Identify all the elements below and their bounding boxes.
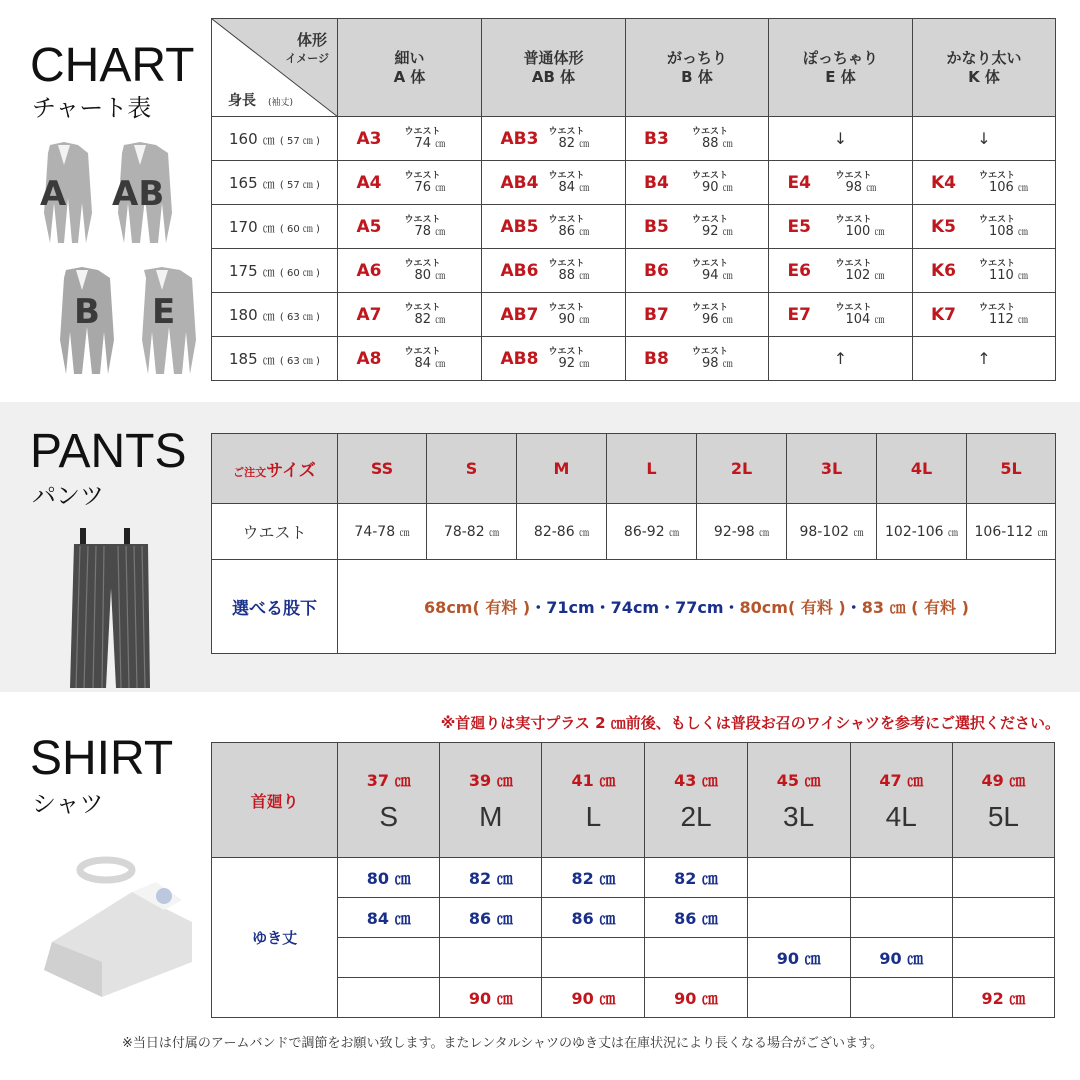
shirt-size-header: 43 ㎝ 2L [645, 743, 747, 858]
chart-size-cell: B3 ウエスト 88 ㎝ [626, 117, 769, 161]
corner-image: イメージ [285, 52, 329, 65]
suit-size-code: K4 [931, 172, 957, 193]
shirt-sleeve-cell [850, 858, 952, 898]
chart-size-cell: A8 ウエスト 84 ㎝ [338, 337, 482, 381]
chart-size-cell: AB3 ウエスト 82 ㎝ [482, 117, 626, 161]
suit-size-code: B7 [644, 304, 669, 325]
chart-row [212, 249, 1056, 293]
shirt-size-header: 47 ㎝ 4L [850, 743, 952, 858]
shirt-top-note: ※首廻りは実寸プラス 2 ㎝前後、もしくは普段お召のワイシャツを参考にご選択ください。 [440, 714, 1060, 732]
chart-size-cell: E6 ウエスト 102 ㎝ [769, 249, 913, 293]
shirt-title: SHIRT [30, 732, 174, 785]
shirt-sleeve-cell [440, 938, 542, 978]
shirt-sleeve-cell: 84 ㎝ [338, 898, 440, 938]
suit-size-code: E7 [787, 304, 811, 325]
chart-arrow-cell: ↑ [913, 337, 1056, 381]
suit-size-code: B6 [644, 260, 669, 281]
shirt-size-header: 39 ㎝ M [440, 743, 542, 858]
suit-size-code: A3 [356, 128, 382, 149]
suit-size-code: AB7 [500, 304, 539, 325]
inseam-option: 80cm( 有料 ) [739, 598, 846, 617]
shirt-size-header: 45 ㎝ 3L [747, 743, 850, 858]
shirt-sleeve-row [212, 898, 1055, 938]
pants-waist-label: ウエスト [212, 504, 338, 560]
shirt-sleeve-row [212, 858, 1055, 898]
pants-size-header: 4L [877, 434, 967, 504]
suit-size-code: AB3 [500, 128, 539, 149]
shirt-sleeve-cell: 86 ㎝ [645, 898, 747, 938]
chart-row [212, 161, 1056, 205]
pants-waist-cell: 74-78 ㎝ [338, 504, 427, 560]
suit-size-code: AB4 [500, 172, 539, 193]
shirt-sleeve-cell: 90 ㎝ [850, 938, 952, 978]
chart-subtitle: チャート表 [32, 94, 152, 122]
chart-height-cell: 170 ㎝ ( 60 ㎝ ) [212, 205, 338, 249]
corner-sleeve-note: (袖丈) [268, 98, 294, 108]
shirt-size-header: 37 ㎝ S [338, 743, 440, 858]
shirt-sleeve-cell: 90 ㎝ [645, 978, 747, 1018]
chart-col-k: かなり太い K 体 [913, 19, 1056, 117]
pants-waist-cell: 86-92 ㎝ [607, 504, 697, 560]
chart-size-cell: A3 ウエスト 74 ㎝ [338, 117, 482, 161]
shirt-sleeve-cell: 86 ㎝ [440, 898, 542, 938]
suit-size-code: E4 [787, 172, 811, 193]
chart-arrow-cell: ↑ [769, 337, 913, 381]
pants-waist-cell: 82-86 ㎝ [517, 504, 607, 560]
chart-size-cell: B4 ウエスト 90 ㎝ [626, 161, 769, 205]
suit-size-code: A8 [356, 348, 382, 369]
pants-size-header: 2L [697, 434, 787, 504]
inseam-option: 68cm( 有料 ) [424, 598, 531, 617]
figure-label-a: A [40, 174, 67, 214]
chart-row [212, 337, 1056, 381]
shirt-sleeve-cell [338, 938, 440, 978]
inseam-option: ・ [845, 598, 862, 617]
shirt-sleeve-cell: 80 ㎝ [338, 858, 440, 898]
chart-size-cell: AB7 ウエスト 90 ㎝ [482, 293, 626, 337]
suit-size-code: K5 [931, 216, 957, 237]
suit-size-code: B3 [644, 128, 669, 149]
pants-waist-cell: 78-82 ㎝ [427, 504, 517, 560]
shirt-sleeve-cell [952, 898, 1054, 938]
shirt-sleeve-cell: 82 ㎝ [542, 858, 645, 898]
chart-size-cell: K6 ウエスト 110 ㎝ [913, 249, 1056, 293]
chart-size-cell: K5 ウエスト 108 ㎝ [913, 205, 1056, 249]
shirt-sleeve-cell [542, 938, 645, 978]
chart-size-cell: AB6 ウエスト 88 ㎝ [482, 249, 626, 293]
chart-col-ab: 普通体形 AB 体 [482, 19, 626, 117]
shirt-sleeve-cell [850, 978, 952, 1018]
shirt-sleeve-cell: 92 ㎝ [952, 978, 1054, 1018]
pants-size-header: S [427, 434, 517, 504]
suit-size-code: B8 [644, 348, 669, 369]
chart-size-cell: B7 ウエスト 96 ㎝ [626, 293, 769, 337]
shirt-sleeve-cell [645, 938, 747, 978]
shirt-neck-label: 首廻り [212, 743, 338, 858]
chart-size-cell: E7 ウエスト 104 ㎝ [769, 293, 913, 337]
chart-size-cell: E5 ウエスト 100 ㎝ [769, 205, 913, 249]
pants-size-header: 3L [787, 434, 877, 504]
chart-size-cell: AB8 ウエスト 92 ㎝ [482, 337, 626, 381]
chart-height-cell: 175 ㎝ ( 60 ㎝ ) [212, 249, 338, 293]
shirt-sleeve-cell: 86 ㎝ [542, 898, 645, 938]
figure-label-e: E [152, 292, 176, 332]
inseam-option: 83 ㎝ ( 有料 ) [861, 598, 969, 617]
pants-subtitle: パンツ [32, 482, 104, 510]
chart-row [212, 205, 1056, 249]
corner-body-type: 体形 [296, 31, 327, 49]
chart-size-cell: K4 ウエスト 106 ㎝ [913, 161, 1056, 205]
suit-size-code: E5 [787, 216, 811, 237]
chart-arrow-cell: ↓ [769, 117, 913, 161]
pants-illustration [66, 528, 156, 688]
chart-col-b: がっちり B 体 [626, 19, 769, 117]
shirt-illustration [32, 852, 202, 1002]
shirt-sleeve-cell: 82 ㎝ [645, 858, 747, 898]
suit-size-code: A5 [356, 216, 382, 237]
pants-waist-cell: 102-106 ㎝ [877, 504, 967, 560]
shirt-sleeve-cell [850, 898, 952, 938]
chart-corner-cell [212, 19, 338, 117]
chart-col-e: ぽっちゃり E 体 [769, 19, 913, 117]
suit-size-code: AB6 [500, 260, 539, 281]
chart-size-cell: AB5 ウエスト 86 ㎝ [482, 205, 626, 249]
suit-size-code: B5 [644, 216, 669, 237]
chart-height-cell: 185 ㎝ ( 63 ㎝ ) [212, 337, 338, 381]
suit-size-code: AB8 [500, 348, 539, 369]
pants-order-size-label: ご注文サイズ [212, 434, 338, 504]
chart-height-cell: 160 ㎝ ( 57 ㎝ ) [212, 117, 338, 161]
shirt-size-header: 49 ㎝ 5L [952, 743, 1054, 858]
pants-size-header: M [517, 434, 607, 504]
suit-size-code: A6 [356, 260, 382, 281]
chart-row [212, 117, 1056, 161]
chart-size-cell: A4 ウエスト 76 ㎝ [338, 161, 482, 205]
shirt-sleeve-cell [747, 858, 850, 898]
shirt-sleeve-cell: 90 ㎝ [440, 978, 542, 1018]
suit-size-code: A7 [356, 304, 382, 325]
pants-size-header: SS [338, 434, 427, 504]
shirt-sleeve-cell: 90 ㎝ [747, 938, 850, 978]
shirt-table [211, 742, 1055, 1018]
chart-table [211, 18, 1056, 381]
chart-size-cell: A6 ウエスト 80 ㎝ [338, 249, 482, 293]
pants-table [211, 433, 1056, 654]
pants-inseam-label: 選べる股下 [212, 560, 338, 654]
chart-col-a: 細い A 体 [338, 19, 482, 117]
pants-size-header: L [607, 434, 697, 504]
corner-height: 身長 [228, 93, 256, 109]
chart-size-cell: K7 ウエスト 112 ㎝ [913, 293, 1056, 337]
chart-title: CHART [30, 39, 195, 92]
chart-height-cell: 165 ㎝ ( 57 ㎝ ) [212, 161, 338, 205]
shirt-sleeve-cell: 90 ㎝ [542, 978, 645, 1018]
suit-size-code: A4 [356, 172, 382, 193]
shirt-bottom-note: ※当日は付属のアームバンドで調節をお願い致します。またレンタルシャツのゆき丈は在庫状況により長くなる場合がございます。 [122, 1036, 883, 1051]
shirt-sleeve-cell [747, 978, 850, 1018]
shirt-sleeve-label: ゆき丈 [212, 858, 338, 1018]
figure-label-b: B [74, 292, 100, 332]
shirt-sleeve-row [212, 978, 1055, 1018]
pants-size-header: 5L [967, 434, 1056, 504]
shirt-sleeve-row [212, 938, 1055, 978]
inseam-option: ・71cm・74cm・77cm・ [530, 598, 740, 617]
shirt-subtitle: シャツ [32, 790, 104, 818]
pants-title: PANTS [30, 425, 187, 478]
shirt-sleeve-cell [952, 938, 1054, 978]
suit-size-code: B4 [644, 172, 669, 193]
pants-waist-cell: 106-112 ㎝ [967, 504, 1056, 560]
shirt-size-header: 41 ㎝ L [542, 743, 645, 858]
shirt-sleeve-cell [952, 858, 1054, 898]
chart-row [212, 293, 1056, 337]
suit-size-code: K7 [931, 304, 957, 325]
shirt-sleeve-cell: 82 ㎝ [440, 858, 542, 898]
chart-size-cell: A7 ウエスト 82 ㎝ [338, 293, 482, 337]
pants-waist-cell: 98-102 ㎝ [787, 504, 877, 560]
suit-size-code: K6 [931, 260, 957, 281]
shirt-sleeve-cell [338, 978, 440, 1018]
chart-size-cell: E4 ウエスト 98 ㎝ [769, 161, 913, 205]
suit-size-code: AB5 [500, 216, 539, 237]
chart-arrow-cell: ↓ [913, 117, 1056, 161]
chart-size-cell: A5 ウエスト 78 ㎝ [338, 205, 482, 249]
chart-size-cell: B6 ウエスト 94 ㎝ [626, 249, 769, 293]
chart-size-cell: B8 ウエスト 98 ㎝ [626, 337, 769, 381]
chart-size-cell: B5 ウエスト 92 ㎝ [626, 205, 769, 249]
shirt-sleeve-cell [747, 898, 850, 938]
pants-waist-cell: 92-98 ㎝ [697, 504, 787, 560]
chart-size-cell: AB4 ウエスト 84 ㎝ [482, 161, 626, 205]
pants-inseam-options [338, 560, 1056, 654]
figure-label-ab: AB [112, 174, 165, 214]
suit-size-code: E6 [787, 260, 811, 281]
chart-height-cell: 180 ㎝ ( 63 ㎝ ) [212, 293, 338, 337]
